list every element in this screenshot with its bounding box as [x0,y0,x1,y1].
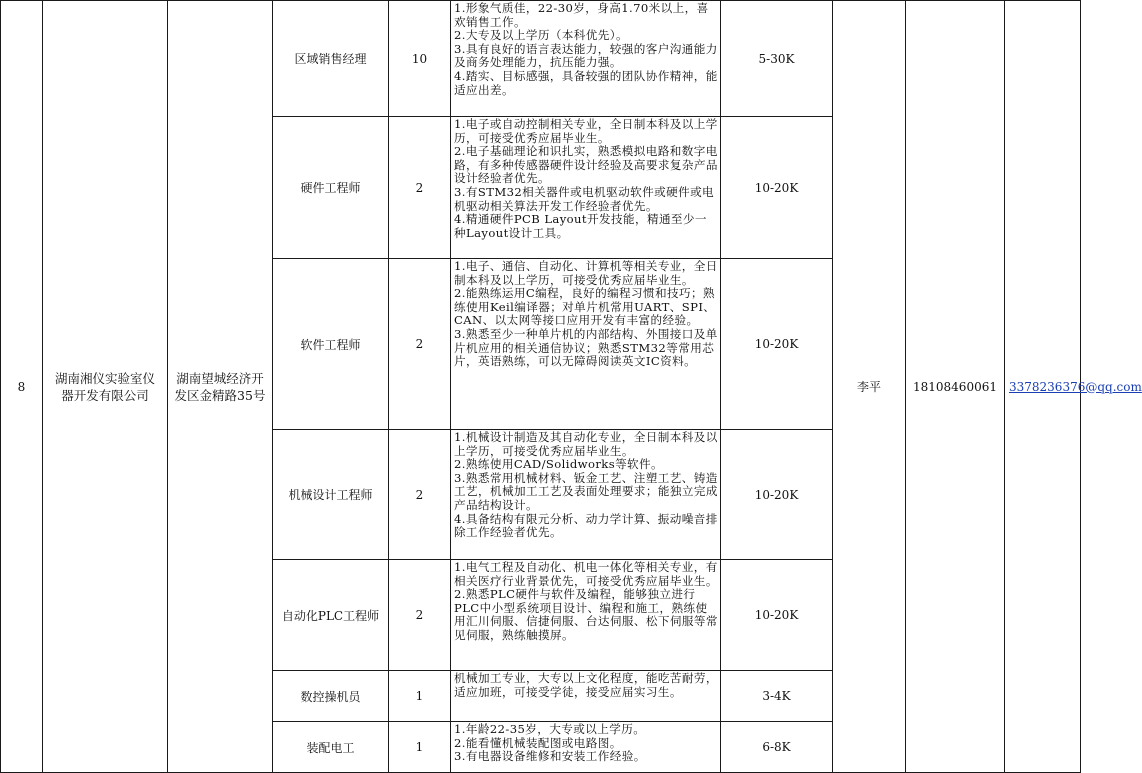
requirement-line: 3.熟悉至少一种单片机的内部结构、外围接口及单片机应用的相关通信协议；熟悉STM32等常用芯片，英语熟练，可以无障碍阅读英文IC资料。 [454,326,718,369]
requirement-line: 4.精通硬件PCB Layout开发技能，精通至少一种Layout设计工具。 [454,212,707,240]
position-requirements [451,560,721,671]
position-salary: 5-30K [721,1,833,117]
company-address: 湖南望城经济开发区金精路35号 [168,1,273,773]
contact-email[interactable] [1005,1,1142,773]
requirement-line: 2.熟悉PLC硬件与软件及编程，能够独立进行PLC中小型系统项目设计、编程和施工，熟练使用汇川伺服、信捷伺服、台达伺服、松下伺服等常见伺服，熟练触摸屏。 [454,587,718,642]
requirement-line: 2.熟练使用CAD/Solidworks等软件。 [454,457,664,472]
position-requirements [451,671,721,722]
position-requirements [451,1,721,117]
position-title: 硬件工程师 [273,117,389,259]
company-name: 湖南湘仪实验室仪器开发有限公司 [43,1,168,773]
requirement-line: 2.能看懂机械装配图或电路图。 [454,735,622,750]
requirement-line: 1.电子或自动控制相关专业，全日制本科及以上学历，可接受优秀应届毕业生。 [454,117,718,145]
email-link[interactable]: 3378236376@qq.com [1009,379,1142,394]
position-count: 2 [389,560,451,671]
requirement-line: 3.熟悉常用机械材料、钣金工艺、注塑工艺、铸造工艺，机械加工工艺及表面处理要求；能独立完成产品结构设计。 [454,470,718,512]
position-count: 2 [389,117,451,259]
position-title: 自动化PLC工程师 [273,560,389,671]
position-salary: 6-8K [721,722,833,773]
contact-phone: 18108460061 [906,1,1005,773]
contact-person: 李平 [833,1,906,773]
row-index: 8 [1,1,43,773]
position-count: 1 [389,722,451,773]
position-count: 2 [389,259,451,430]
requirement-line: 1.年龄22-35岁，大专或以上学历。 [454,722,646,736]
position-requirements [451,430,721,560]
requirement-line: 机械加工专业，大专以上文化程度，能吃苦耐劳，适应加班，可接受学徒，接受应届实习生。 [454,671,718,699]
requirement-line: 2.大专及以上学历（本科优先）。 [454,28,628,43]
requirement-line: 1.电气工程及自动化、机电一体化等相关专业，有相关医疗行业背景优先，可接受优秀应届毕业生。 [454,560,718,588]
position-title: 区域销售经理 [273,1,389,117]
position-requirements [451,259,739,430]
requirement-line: 2.电子基础理论和识扎实，熟悉模拟电路和数字电路，有多种传感器硬件设计经验及高要求复杂产品设计经验者优先。 [454,144,718,186]
position-count: 10 [389,1,451,117]
position-salary: 10-20K [721,117,833,259]
table-row [1,1,1081,117]
position-salary: 10-20K [721,430,833,560]
requirement-line: 1.形象气质佳，22-30岁，身高1.70米以上，喜欢销售工作。 [454,1,709,29]
position-title: 机械设计工程师 [273,430,389,560]
position-requirements [451,722,721,773]
position-salary: 10-20K [721,259,833,430]
position-title: 软件工程师 [273,259,389,430]
position-count: 1 [389,671,451,722]
requirement-line: 1.机械设计制造及其自动化专业，全日制本科及以上学历，可接受优秀应届毕业生。 [454,430,718,458]
position-count: 2 [389,430,451,560]
requirement-line: 3.有电器设备维修和安装工作经验。 [454,749,646,764]
requirement-line: 3.具有良好的语言表达能力，较强的客户沟通能力及商务处理能力，抗压能力强。 [454,41,718,70]
requirement-line: 3.有STM32相关器件或电机驱动软件或硬件或电机驱动相关算法开发工作经验者优先。 [454,184,715,213]
position-title: 数控操机员 [273,671,389,722]
requirement-line: 4.具备结构有限元分析、动力学计算、振动噪音排除工作经验者优先。 [454,511,718,540]
position-requirements [451,117,721,259]
position-salary: 3-4K [721,671,833,722]
requirement-line: 1.电子、通信、自动化、计算机等相关专业，全日制本科及以上学历，可接受优秀应届毕业生。 2.能熟练运用C编程，良好的编程习惯和技巧；熟练使用Keil编译器；对单片机常用UART、SPI、CAN、以太网等接口应用开发有丰富的经验。 [454,259,739,328]
position-title: 装配电工 [273,722,389,773]
position-salary: 10-20K [721,560,833,671]
requirement-line: 4.踏实、目标感强，具备较强的团队协作精神，能适应出差。 [454,68,718,97]
